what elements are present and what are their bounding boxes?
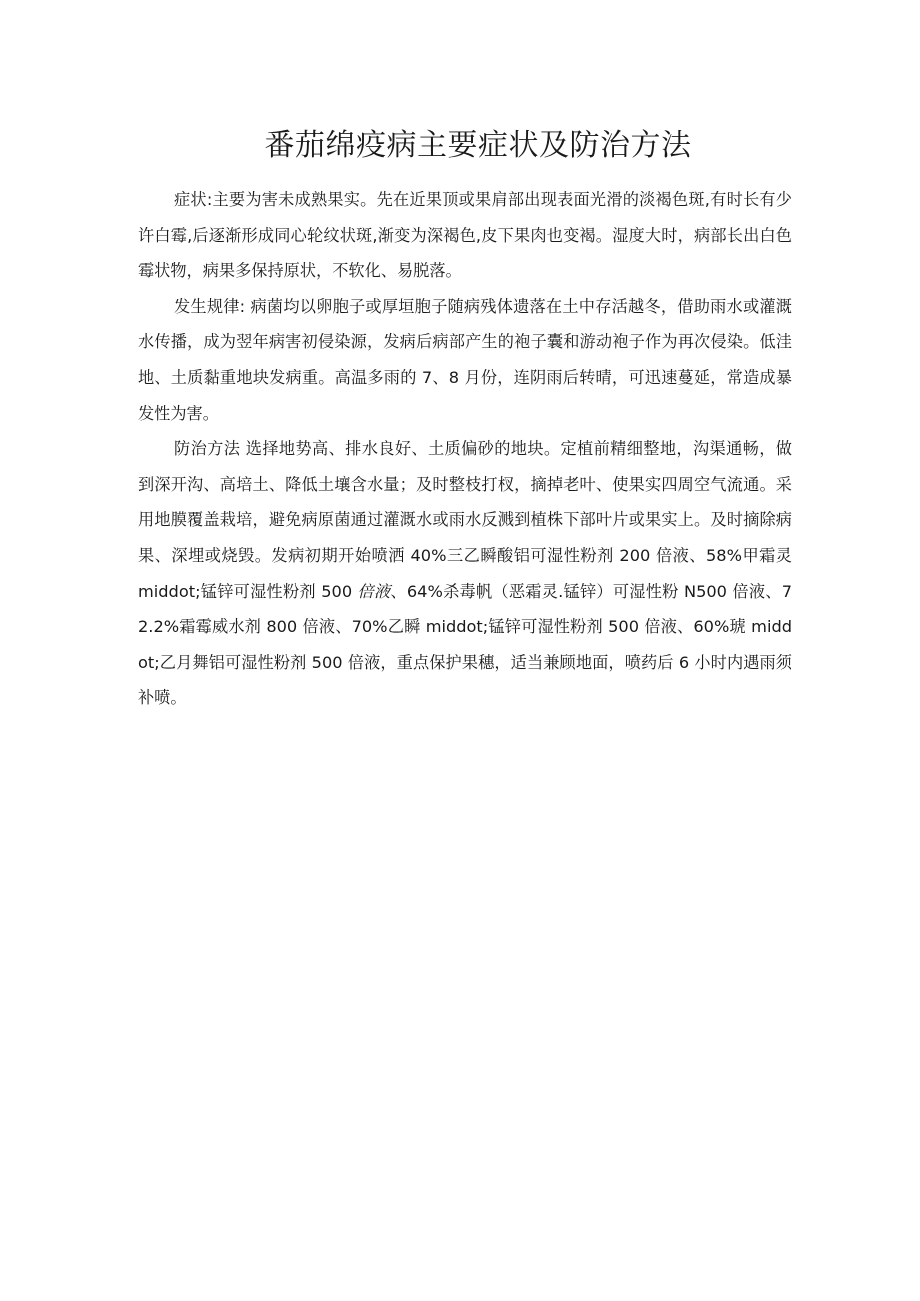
document-title: 番茄绵疫病主要症状及防治方法 <box>264 128 692 163</box>
control-methods-text-part1: 防治方法 选择地势高、排水良好、土质偏砂的地块。定植前精细整地，沟渠通畅，做到深开沟、高培土、降低土壤含水量；及时整枝打杈，摘掉老叶、使果实四周空气流通。采用地膜覆盖栽培，避免病原菌通过灌溉水或雨水反溅到植株下部叶片或果实上。及时摘除病果、深埋或烧毁。发病初期开始喷洒 40%三乙瞬酸铝可湿性粉剂 200 倍液、58%甲霜灵 middot;锰锌可湿性粉剂 500 <box>138 439 792 601</box>
control-methods-italic-text: 倍液 <box>357 581 391 601</box>
control-methods-text-part2: 、64%杀毒帆（恶霜灵.锰锌）可湿性粉 N500 倍液、72.2%霜霉威水剂 800 倍液、70%乙瞬 middot;锰锌可湿性粉剂 500 倍液、60%琥 middot;乙月舞铝可湿性粉剂 500 倍液，重点保护果穗，适当兼顾地面，喷药后 6 小时内遇雨须补喷。 <box>138 581 792 708</box>
paragraph-occurrence-pattern: 发生规律: 病菌均以卵胞子或厚垣胞子随病残体遗落在土中存活越冬，借助雨水或灌溉水传播，成为翌年病害初侵染源，发病后病部产生的袍子囊和游动袍子作为再次侵染。低洼地、土质黏重地块发病重。高温多雨的 7、8 月份，连阴雨后转晴，可迅速蔓延，常造成暴发性为害。 <box>138 296 792 423</box>
document-body <box>138 182 792 716</box>
paragraph-control-methods <box>138 431 792 716</box>
paragraph-symptoms: 症状:主要为害未成熟果实。先在近果顶或果肩部出现表面光滑的淡褐色斑,有时长有少许白霉,后逐渐形成同心轮纹状斑,渐变为深褐色,皮下果肉也变褐。湿度大时，病部长出白色霉状物，病果多保持原状，不软化、易脱落。 <box>138 190 792 281</box>
